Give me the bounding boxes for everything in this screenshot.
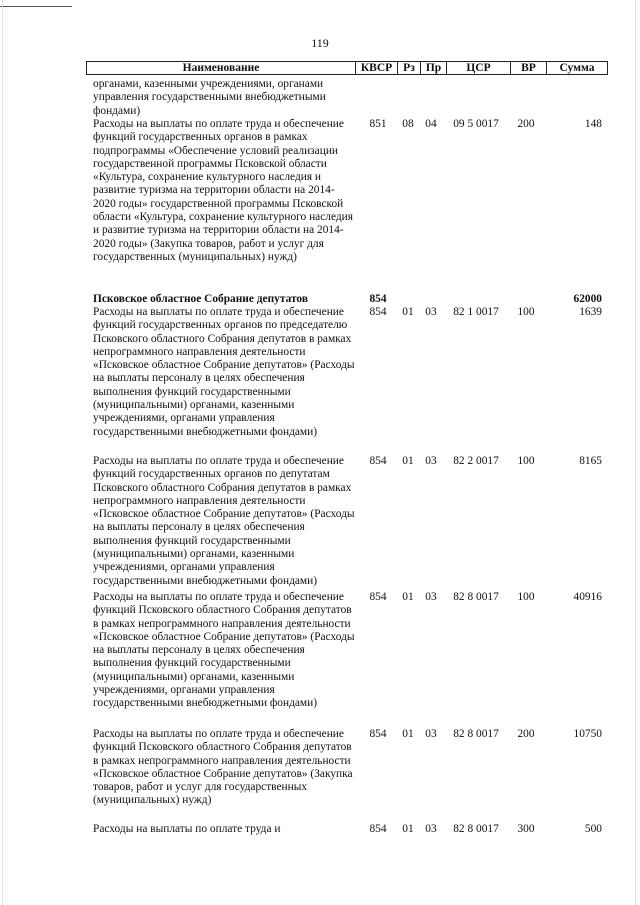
- header-vr: ВР: [521, 62, 536, 74]
- row-csr: 82 8 0017: [453, 728, 499, 740]
- row-pr: 03: [425, 823, 437, 835]
- row-rz: 01: [402, 306, 414, 318]
- row-sum: 8165: [579, 455, 602, 467]
- row-name: Расходы на выплаты по оплате труда и обеспечение функций государственных органов по депутатам Псковского областного Собрания депутатов в рамках непрограммного направления деятельности «Псковское областное Собрание депутатов» (Расходы на выплаты персоналу в целях обеспечения выполнения функций государственными (муниципальными) органами, казенными учреждениями, органами управления государственными внебюджетными фондами): [93, 455, 355, 587]
- table-header: [86, 61, 608, 75]
- header-kvsr: КВСР: [360, 62, 393, 74]
- row-sum: 1639: [579, 306, 602, 318]
- row-rz: 01: [402, 728, 414, 740]
- row-sum: 10750: [573, 728, 602, 740]
- row-name: Расходы на выплаты по оплате труда и обеспечение функций Псковского областного Собрания депутатов в рамках непрограммного направления деятельности «Псковское областное Собрание депутатов» (Расходы на выплаты персоналу в целях обеспечения выполнения функций государственными (муниципальными) органами, казенными учреждениями, органами управления государственными внебюджетными фондами): [93, 591, 355, 710]
- row-pr: 03: [425, 306, 437, 318]
- row-vr: 200: [517, 118, 535, 130]
- header-name: Наименование: [182, 62, 260, 74]
- row-kvsr: 851: [369, 118, 387, 130]
- row-csr: 82 1 0017: [453, 306, 499, 318]
- header-csr: ЦСР: [466, 62, 491, 74]
- row-name: Расходы на выплаты по оплате труда и обеспечение функций государственных органов в рамках подпрограммы «Обеспечение условий реализации государственной программы Псковской области «Культура, сохранение культурного наследия и развитие туризма на территории области на 2014-2020 годы» государственной программы Псковской области «Культура, сохранение культурного наследия и развитие туризма на территории области на 2014-2020 годы» (Закупка товаров, работ и услуг для государственных (муниципальных) нужд): [93, 118, 354, 263]
- row-vr: 200: [517, 728, 535, 740]
- row-csr: 82 2 0017: [453, 455, 499, 467]
- row-kvsr: 854: [369, 591, 387, 603]
- header-sum: Сумма: [559, 62, 595, 74]
- row-vr: 300: [517, 823, 535, 835]
- row-rz: 08: [402, 118, 414, 130]
- row-csr: 09 5 0017: [453, 118, 499, 130]
- row-pr: 03: [425, 591, 437, 603]
- row-name: Расходы на выплаты по оплате труда и обеспечение функций государственных органов по председателю Псковского областного Собрания депутатов в рамках непрограммного направления деятельности «Псковское областное Собрание депутатов» (Расходы на выплаты персоналу в целях обеспечения выполнения функций государственными (муниципальными) органами, казенными учреждениями, органами управления государственными внебюджетными фондами): [93, 306, 355, 438]
- row-rz: 01: [402, 591, 414, 603]
- row-rz: 01: [402, 455, 414, 467]
- row-kvsr: 854: [369, 823, 387, 835]
- row-kvsr: 854: [369, 728, 387, 740]
- header-pr: Пр: [425, 62, 442, 74]
- row-sum: 500: [584, 823, 602, 835]
- row-kvsr: 854: [369, 455, 387, 467]
- row-rz: 01: [402, 823, 414, 835]
- row-csr: 82 8 0017: [453, 823, 499, 835]
- page-number: 119: [311, 36, 329, 50]
- row-kvsr: 854: [369, 293, 387, 305]
- header-rz: Рз: [403, 62, 415, 74]
- scan-right-edge: [635, 0, 637, 905]
- row-name: Расходы на выплаты по оплате труда и обеспечение функций Псковского областного Собрания депутатов в рамках непрограммного направления деятельности «Псковское областное Собрание депутатов» (Закупка товаров, работ и услуг для государственных (муниципальных) нужд): [93, 728, 353, 807]
- scan-left-edge: [2, 0, 4, 905]
- row-name: Расходы на выплаты по оплате труда и: [93, 823, 281, 835]
- row-vr: 100: [517, 306, 535, 318]
- row-sum: 40916: [573, 591, 602, 603]
- row-pr: 04: [425, 118, 437, 130]
- row-sum: 62000: [573, 293, 602, 305]
- corner-rule: [0, 6, 72, 7]
- row-pr: 03: [425, 728, 437, 740]
- row-csr: 82 8 0017: [453, 591, 499, 603]
- row-kvsr: 854: [369, 306, 387, 318]
- row-sum: 148: [584, 118, 602, 130]
- row-name: органами, казенными учреждениями, органами управления государственными внебюджетными фондами): [93, 78, 326, 117]
- row-vr: 100: [517, 455, 535, 467]
- row-name: Псковское областное Собрание депутатов: [93, 293, 308, 305]
- row-vr: 100: [517, 591, 535, 603]
- row-pr: 03: [425, 455, 437, 467]
